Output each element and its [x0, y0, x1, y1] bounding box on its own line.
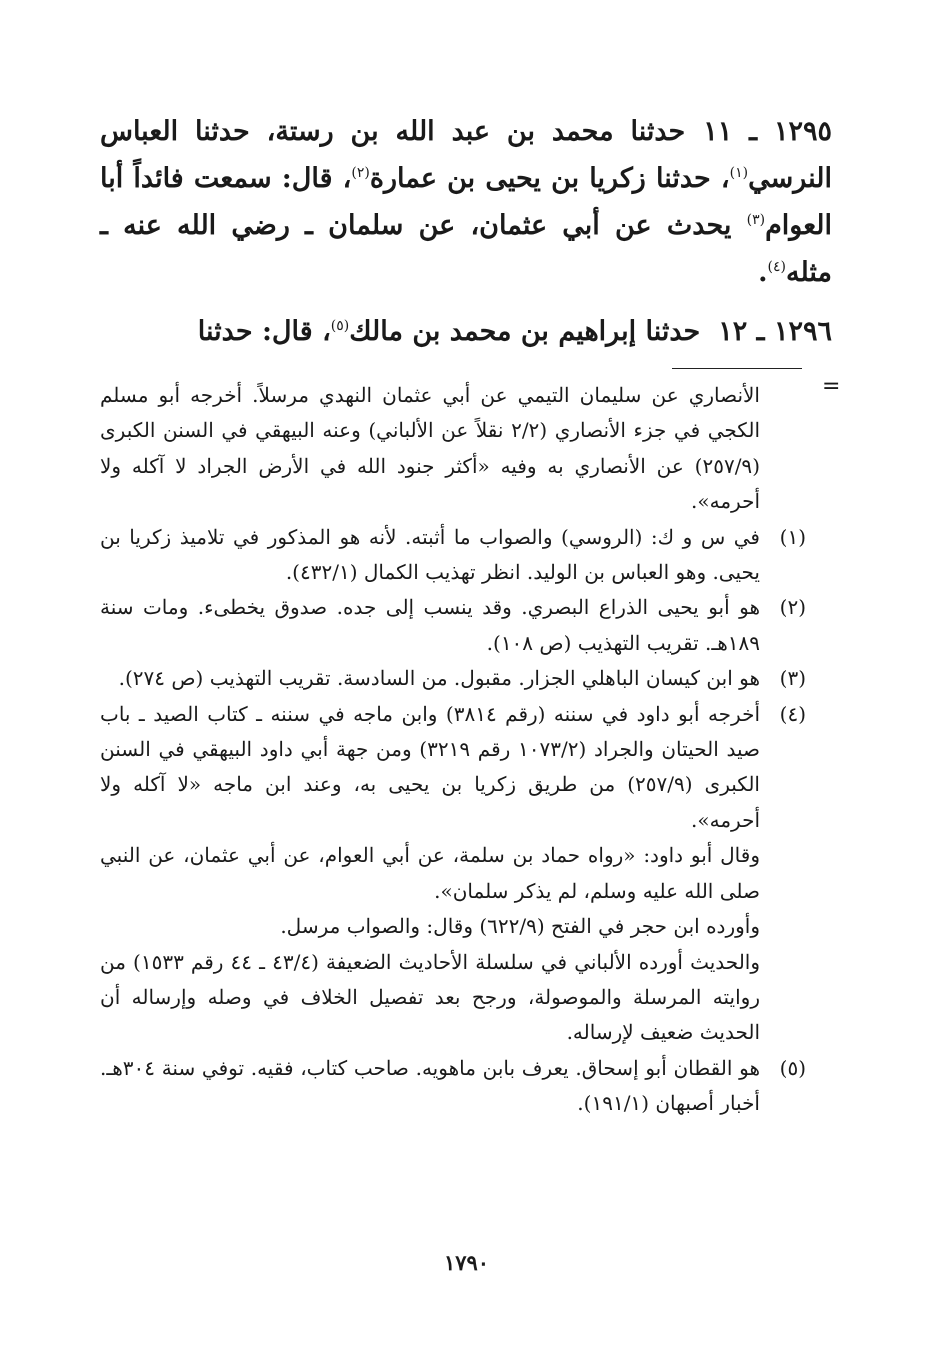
footnote-ref[interactable]: (٢) [351, 165, 370, 181]
hadith-text: . [758, 257, 768, 288]
footnote-separator [672, 368, 802, 369]
hadith-1296 [100, 308, 832, 355]
footnote-5 [100, 1051, 806, 1122]
footnote-text: أخرجه أبو داود في سننه (رقم ٣٨١٤) وابن ماجه في سننه ـ كتاب الصيد ـ باب صيد الحيتان والجراد (١٠٧٣/٢ رقم ٣٢١٩) ومن جهة أبي داود البيهقي في السنن الكبرى (٢٥٧/٩) من طريق زكريا بن يحيى به، وعند ابن ماجه «لا آكله ولا أحرمه». [100, 701, 760, 832]
main-text [100, 108, 832, 367]
hadith-text: ، قال: حدثنا [197, 316, 331, 347]
footnote-text: الأنصاري عن سليمان التيمي عن أبي عثمان النهدي مرسلاً. أخرجه أبو مسلم الكجي في جزء الأنصاري (٢/٢ نقلاً عن الألباني) وعنه البيهقي في السنن الكبرى (٢٥٧/٩) عن الأنصاري به وفيه «أكثر جنود الله في الأرض الجراد لا آكله ولا أحرمه». [100, 383, 760, 514]
continuation-mark: = [822, 374, 841, 399]
hadith-text: ، حدثنا زكريا بن يحيى بن عمارة [369, 163, 730, 194]
footnote-4-para-4 [100, 945, 806, 1051]
footnote-number: (٥) [779, 1055, 806, 1080]
hadith-text: ، قال: سمعت فائداً أبا العوام [100, 163, 832, 241]
footnote-ref[interactable]: (١) [729, 165, 749, 181]
hadith-number: ١٢٩٦ ـ ١٢ [718, 316, 832, 347]
footnote-text: والحديث أورده الألباني في سلسلة الأحاديث الضعيفة (٤٣/٤ ـ ٤٤ رقم ١٥٣٣) من روايته المرسلة والموصولة، ورجح بعد تفصيل الخلاف في وصله وإرساله أن الحديث ضعيف لإرساله. [100, 949, 760, 1045]
footnote-number: (٣) [779, 666, 806, 691]
page-number: ١٧٩٠ [443, 1250, 490, 1275]
footnote-text: هو أبو يحيى الذراع البصري. وقد ينسب إلى جده. صدوق يخطىء. ومات سنة ١٨٩هـ. تقريب التهذيب (ص ١٠٨). [100, 595, 760, 655]
footnote-text: وقال أبو داود: «رواه حماد بن سلمة، عن أبي العوام، عن أبي عثمان، عن النبي صلى الله عليه وسلم، لم يذكر سلمان». [100, 843, 760, 903]
footnote-text: هو القطان أبو إسحاق. يعرف بابن ماهويه. صاحب كتاب، فقيه. توفي سنة ٣٠٤هـ. أخبار أصبهان (١٩١/١). [100, 1055, 760, 1116]
footnote-ref[interactable]: (٣) [746, 212, 766, 228]
footnote-number: (١) [779, 524, 806, 549]
hadith-text: حدثنا محمد بن عبد الله بن رستة، حدثنا العباس النرسي [100, 116, 832, 194]
hadith-text: حدثنا إبراهيم بن محمد بن مالك [349, 316, 701, 347]
footnote-1 [100, 520, 806, 591]
footnote-ref[interactable]: (٥) [330, 318, 350, 334]
footnote-2 [100, 590, 806, 661]
hadith-1295 [100, 108, 832, 296]
hadith-text: يحدث عن أبي عثمان، عن سلمان ـ رضي الله عنه ـ مثله [100, 210, 832, 288]
footnote-text: وأورده ابن حجر في الفتح (٦٢٢/٩) وقال: والصواب مرسل. [280, 914, 760, 939]
footnote-3 [100, 661, 806, 696]
footnote-continued [100, 378, 806, 520]
footnote-4-para-3 [100, 909, 806, 944]
footnote-4 [100, 697, 806, 839]
footnote-ref[interactable]: (٤) [767, 259, 786, 275]
footnote-text: في س و ك: (الروسي) والصواب ما أثبته. لأنه هو المذكور في تلاميذ زكريا بن يحيى. وهو العباس بن الوليد. انظر تهذيب الكمال (٤٣٢/١). [100, 524, 760, 585]
footnotes [100, 378, 806, 1122]
footnote-number: (٤) [779, 701, 806, 726]
footnote-text: هو ابن كيسان الباهلي الجزار. مقبول. من السادسة. تقريب التهذيب (ص ٢٧٤). [118, 666, 760, 691]
hadith-number: ١٢٩٥ ـ ١١ [703, 116, 832, 147]
footnote-4-para-2 [100, 838, 806, 909]
footnote-number: (٢) [779, 595, 806, 620]
